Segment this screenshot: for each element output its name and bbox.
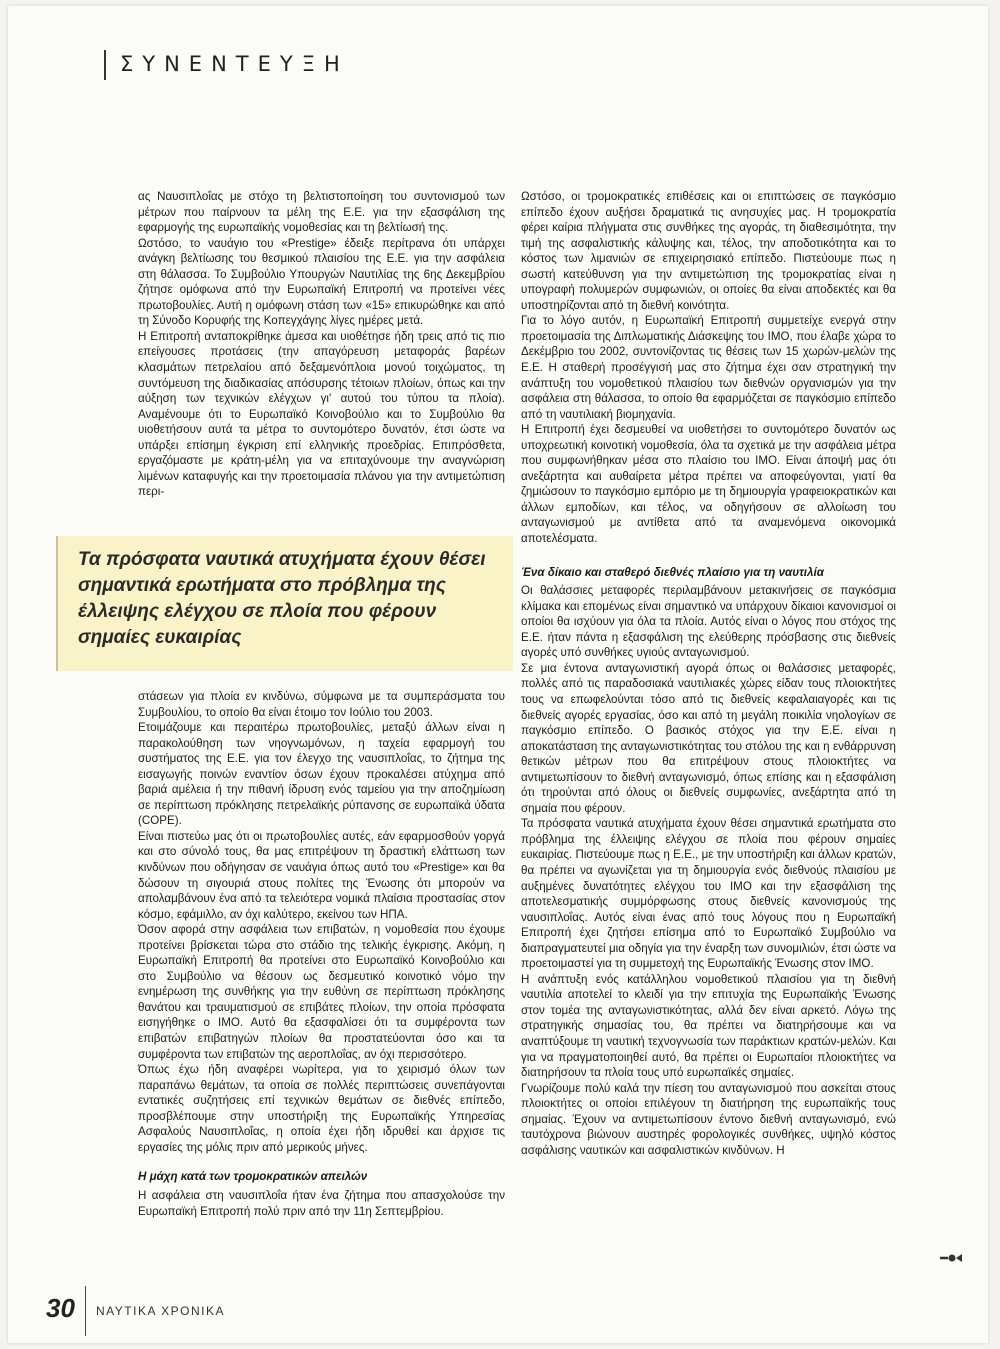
header-divider — [104, 50, 106, 80]
paragraph: Τα πρόσφατα ναυτικά ατυχήματα έχουν θέσει σημαντικά ερωτήματα στο πρόβλημα της έλλειψης ελέγχου σε πλοία που φέρουν σημαίες ευκαιρίας. Πιστεύουμε πως η Ε.Ε., με την υποστήριξη και άλλων κρατών, θα πρέπει να αγωνίζεται για τη δημιουργία ενός διεθνούς πλαισίου με αυξημένες δυνατότητες ελέγχου του ΙΜΟ και την εξασφάλιση της αποτελεσματικής συμμόρφωσης στους διεθνείς κανονισμούς της ναυσιπλοΐας. Αυτός είναι ένας από τους λόγους που η Ευρωπαϊκή Επιτροπή έχει ζητήσει επίσημα από το Ευρωπαϊκό Συμβούλιο να διαπραγματευτεί μια οδηγία για την έναρξη των συνομιλιών, έτσι ώστε να προετοιμαστεί για τη συμμετοχή της Ευρωπαϊκής Ένωσης στον ΙΜΟ. — [521, 817, 896, 971]
paragraph: Η Επιτροπή έχει δεσμευθεί να υιοθετήσει το συντομότερο δυνατόν ως υποχρεωτική κοινοτική νομοθεσία, όλα τα σχετικά με την ασφάλεια μέτρα που συμφωνήθηκαν μέσα στο πλαίσιο του ΙΜΟ. Είναι άποψή μας ότι ανεξάρτητα και αυθαίρετα μέτρα πρέπει να αποφεύγονται, γιατί θα ζημιώσουν το παγκόσμιο εμπόριο με τη δημιουργία γραφειοκρατικών και άλλων εμποδίων, και τέλος, να οδηγήσουν σε αλλοίωση του ανταγωνισμού με αντίθετα από τα αναμενόμενα οικονομικά αποτελέσματα. — [521, 423, 896, 546]
paragraph: στάσεων για πλοία εν κινδύνω, σύμφωνα με τα συμπεράσματα του Συμβουλίου, το οποίο θα είναι έτοιμο τον Ιούλιο του 2003. — [138, 690, 505, 719]
paragraph: Ωστόσο, οι τρομοκρατικές επιθέσεις και οι επιπτώσεις σε παγκόσμιο επίπεδο έχουν αυξήσει δραματικά τις ανησυχίες μας. Η τρομοκρατία φέρει καίρια πλήγματα στις συνθήκες της αγοράς, τη διαθεσιμότητα, την τιμή της ασφαλιστικής κάλυψης και, τέλος, την αποδοτικότητα και το κόστος των λιμανιών σε επιχειρησιακό επίπεδο. Πιστεύουμε πως η σωστή κατεύθυνση για την αντιμετώπιση της τρομοκρατίας είναι η υπογραφή πολυμερών συμφωνιών, οι οποίες θα είναι αποδεκτές και θα υποστηρίζονται από τη διεθνή κοινότητα. — [521, 190, 896, 312]
footer-divider — [85, 1286, 86, 1336]
paragraph: Σε μια έντονα ανταγωνιστική αγορά όπως οι θαλάσσιες μεταφορές, πολλές από τις παραδοσιακά ναυτιλιακές χώρες είδαν τους πλοιοκτήτες τους να επωφελούνται τόσο από τις διεθνείς κεφαλαιαγορές και τις διεθνείς αγορές εργασίας, όσο και από τη μεγάλη ποικιλία νηολογίων σε παγκόσμιο επίπεδο. Ο βασικός στόχος για την Ε.Ε. είναι η αποκατάσταση της ανταγωνιστικότητας του στόλου της και η ενθάρρυνση θετικών μέτρων που θα επιτρέψουν στους πλοιοκτήτες να αντιμετωπίσουν το διεθνή ανταγωνισμό, όπως επίσης και η εξασφάλιση ότι τηρούνται από όλους οι διεθνείς συμφωνίες, ανεξάρτητα από τη σημαία που φέρουν. — [521, 661, 896, 815]
article-column-2 — [521, 189, 896, 1158]
magazine-name: ΝΑΥΤΙΚΑ ΧΡΟΝΙΚΑ — [96, 1304, 225, 1318]
article-column-1-top — [138, 189, 505, 500]
paragraph: Για το λόγο αυτόν, η Ευρωπαϊκή Επιτροπή συμμετείχε ενεργά στην προετοιμασία της Διπλωματικής Διάσκεψης του ΙΜΟ, που έλαβε χώρα το Δεκέμβριο του 2002, συντονίζοντας τις θέσεις των 15 χωρών-μελών της Ε.Ε. Η σταθερή προσέγγισή μας στο ζήτημα έχει σαν στρατηγική την ανάπτυξη του νομοθετικού πλαισίου των διεθνών οργανισμών για την ασφάλεια στη θάλασσα, το οποίο θα εφαρμόζεται σε παγκόσμιο επίπεδο από τη ναυτιλιακή βιομηχανία. — [521, 314, 896, 421]
paragraph: Είναι πιστεύω μας ότι οι πρωτοβουλίες αυτές, εάν εφαρμοσθούν γοργά και στο σύνολό τους, θα μας επιτρέψουν τη δραστική ελάττωση των κινδύνων που οδήγησαν σε ναυάγια όπως αυτό του «Prestige» και θα δώσουν τη σιγουριά στους πολίτες της Ένωσης ότι μπορούν να απολαμβάνουν ένα από τα τελειότερα νομικά πλαίσια προστασίας στον κόσμο, εφάμιλλο, αν όχι καλύτερο, εκείνου των ΗΠΑ. — [138, 829, 505, 921]
page-number: 30 — [46, 1293, 75, 1323]
paragraph: Ωστόσο, το ναυάγιο του «Prestige» έδειξε περίτρανα ότι υπάρχει ανάγκη βελτίωσης του θεσμικού πλαισίου της Ε.Ε. για την ασφάλεια στη θάλασσα. Το Συμβούλιο Υπουργών Ναυτιλίας της 6ης Δεκεμβρίου ζήτησε ομόφωνα από την Ευρωπαϊκή Επιτροπή να προτείνει νέες πρωτοβουλίες. Αυτή η ομόφωνη στάση των «15» επικυρώθηκε και από τη Σύνοδο Κορυφής της Κοπεγχάγης λίγες ημέρες μετά. — [138, 236, 505, 328]
paragraph: Οι θαλάσσιες μεταφορές περιλαμβάνουν μετακινήσεις σε παγκόσμια κλίμακα και επομένως είναι σημαντικό να υπάρχουν δίκαιοι κανονισμοί οι οποίοι θα ισχύουν για όλα τα πλοία. Αυτός είναι ο λόγος που στόχος της Ε.Ε. ήταν πάντα η εξασφάλιση της ελεύθερης πρόσβασης στις διεθνείς αγορές υπό συνθήκες υγιούς ανταγωνισμού. — [521, 584, 896, 660]
subheading-framework: Ένα δίκαιο και σταθερό διεθνές πλαίσιο για τη ναυτιλία — [521, 565, 824, 579]
paragraph: Η Επιτροπή ανταποκρίθηκε άμεσα και υιοθέτησε ήδη τρεις από τις πιο επείγουσες προτάσεις (την απαγόρευση μεταφοράς βαρέων κλασμάτων πετρελαίου από δεξαμενόπλοια μονού τοιχώματος, τη συντόμευση της διαδικασίας απόσυρσης τέτοιων πλοίων, όπως και την αύξηση των τεχνικών ελέγχων γι' αυτού του τύπου τα πλοία). Αναμένουμε ότι το Ευρωπαϊκό Κοινοβούλιο και το Συμβούλιο θα υιοθετήσουν αυτά τα μέτρα το συντομότερο δυνατόν, έτσι ώστε να υπάρξει επίσημη έγκριση επί ελληνικής προεδρίας. Επιπρόσθετα, εργαζόμαστε με κράτη-μέλη για να επιταχύνουμε την αναγνώριση λιμένων καταφυγής και την προετοιμασία πλάνου για την αντιμετώπιση περι- — [138, 329, 505, 499]
paragraph: Η ασφάλεια στη ναυσιπλοΐα ήταν ένα ζήτημα που απασχολούσε την Ευρωπαϊκή Επιτροπή πολύ πριν από την 11η Σεπτεμβρίου. — [138, 1188, 505, 1218]
pull-quote-text: Τα πρόσφατα ναυτικά ατυχήματα έχουν θέσει σημαντικά ερωτήματα στο πρόβλημα της έλλειψης ελέγχου σε πλοία που φέρουν σημαίες ευκαιρίας — [78, 549, 486, 648]
magazine-page — [8, 6, 988, 1343]
paragraph: Όσον αφορά στην ασφάλεια των επιβατών, η νομοθεσία που έχουμε προτείνει βρίσκεται τώρα στο στάδιο της τελικής έγκρισης. Ακόμη, η Ευρωπαϊκή Επιτροπή θα προτείνει στο Ευρωπαϊκό Κοινοβούλιο και στο Συμβούλιο να θέσουν ως δεσμευτικό κοινοτικό νόμο την ενημέρωση της συνθήκης για την ευθύνη σε περίπτωση πρόκλησης θανάτου και τραυματισμού σε επιβάτες πλοίων, την οποία πρόσφατα εισηγήθηκε ο ΙΜΟ. Αυτό θα εξασφαλίσει ότι τα συμφέροντα των επιβατών επιβατηγών πλοίων θα προστατεύονται όσο και τα συμφέροντα των επιβατών της αεροπλοΐας, αν όχι περισσότερο. — [138, 923, 505, 1061]
section-title: ΣΥΝΕΝΤΕΥΞΗ — [120, 52, 349, 76]
paragraph: ας Ναυσιπλοΐας με στόχο τη βελτιστοποίηση του συντονισμού των μέτρων που παίρνουν τα μέλη της Ε.Ε. για την εξασφάλιση της εφαρμογής της ευρωπαϊκής νομοθεσίας και τη βελτίωσή της. — [138, 190, 505, 235]
article-column-1-bottom — [138, 689, 505, 1219]
paragraph: Γνωρίζουμε πολύ καλά την πίεση του ανταγωνισμού που ασκείται στους πλοιοκτήτες οι οποίοι επιλέγουν τη διατήρηση της ευρωπαϊκής τους σημαίας. Έχουν να αντιμετωπίσουν έντονο διεθνή ανταγωνισμό, ενώ ταυτόχρονα βιώνουν αυστηρές φορολογικές συνθήκες, υψηλό κόστος ασφάλισης ναυτικών και ασφαλιστικών κινδύνων. Η — [521, 1081, 896, 1157]
pull-quote-box — [56, 536, 513, 671]
subheading-terrorism: Η μάχη κατά των τρομοκρατικών απειλών — [138, 1170, 368, 1184]
paragraph: Όπως έχω ήδη αναφέρει νωρίτερα, για το χειρισμό όλων των παραπάνω θεμάτων, τα οποία σε πολλές περιπτώσεις συνεπάγονται εντατικές συζητήσεις επί τεχνικών θεμάτων σε διεθνές επίπεδο, προσβλέπουμε στην υποστήριξη της Ευρωπαϊκής Υπηρεσίας Ασφαλούς Ναυσιπλοΐας, η οποία έχει ήδη ιδρυθεί και άρχισε τις εργασίες της μόλις πριν από μερικούς μήνες. — [138, 1063, 505, 1154]
paragraph: Ετοιμάζουμε και περαιτέρω πρωτοβουλίες, μεταξύ άλλων είναι η παρακολούθηση των νηογνωμόνων, η ταχεία εφαρμογή του συστήματος της Ε.Ε. για τον έλεγχο της ναυσιπλοΐας, το ζήτημα της εισαγωγής ποινών εναντίον όσων έχουν προκαλέσει ατύχημα από βαριά αμέλεια ή την πιθανή ίδρυση ενός ταμείου για την αποζημίωση σε περίπτωση πρόκλησης πετρελαϊκής ρύπανσης σε ευρωπαϊκά ύδατα (COPE). — [138, 721, 505, 828]
continue-arrow-icon — [938, 1251, 968, 1265]
paragraph: Η ανάπτυξη ενός κατάλληλου νομοθετικού πλαισίου για τη διεθνή ναυτιλία αποτελεί το κλειδί για την επιτυχία της Ευρωπαϊκής Ένωσης στον τομέα της ανταγωνιστικότητας, αλλά δεν είναι αρκετό. Λόγω της στρατηγικής σημασίας του, θα πρέπει να διατηρήσουμε και να αναπτύξουμε τη ναυτική τεχνογνωσία των παράκτιων κρατών-μελών. Και για να πραγματοποιηθεί αυτό, θα πρέπει οι Ευρωπαίοι πλοιοκτήτες να διατηρήσουν τα πλοία τους υπό ευρωπαϊκές σημαίες. — [521, 972, 896, 1080]
